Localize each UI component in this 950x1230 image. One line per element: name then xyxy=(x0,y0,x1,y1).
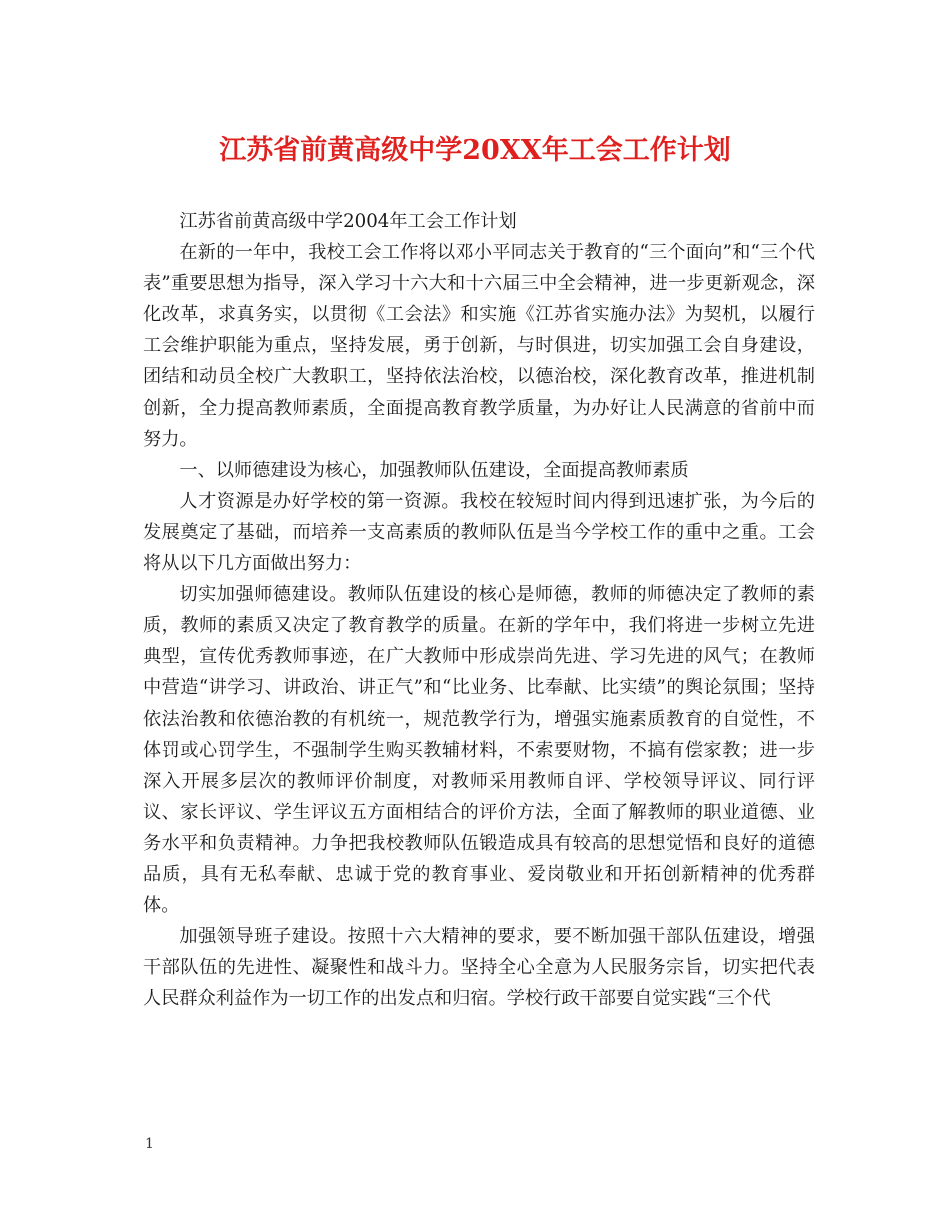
paragraph-leadership: 加强领导班子建设。按照十六大精神的要求，要不断加强干部队伍建设，增强干部队伍的先进性、凝聚性和战斗力。坚持全心全意为人民服务宗旨，切实把代表人民群众利益作为一切工作的出发点和归宿。学校行政干部要自觉实践“三个代 xyxy=(143,926,815,1010)
document-title: 江苏省前黄高级中学20XX年工会工作计划 xyxy=(219,135,731,166)
paragraph-intro: 在新的一年中，我校工会工作将以邓小平同志关于教育的“三个面向”和“三个代表”重要思想为指导，深入学习十六大和十六届三中全会精神，进一步更新观念，深化改革，求真务实，以贯彻《工会法》和实施《江苏省实施办法》为契机，以履行工会维护职能为重点，坚持发展，勇于创新，与时俱进，切实加强工会自身建设，团结和动员全校广大教职工，坚持依法治校，以德治校，深化教育改革，推进机制创新，全力提高教师素质，全面提高教育教学质量，为办好让人民满意的省前中而努力。 xyxy=(143,242,815,450)
document-body xyxy=(143,206,815,1014)
page-number: 1 xyxy=(145,1136,154,1152)
paragraph-ethics: 切实加强师德建设。教师队伍建设的核心是师德，教师的师德决定了教师的素质，教师的素质又决定了教育教学的质量。在新的学年中，我们将进一步树立先进典型，宣传优秀教师事迹，在广大教师中形成崇尚先进、学习先进的风气；在教师中营造“讲学习、讲政治、讲正气”和“比业务、比奉献、比实绩”的舆论氛围；坚持依法治教和依德治教的有机统一，规范教学行为，增强实施素质教育的自觉性，不体罚或心罚学生，不强制学生购买教辅材料，不索要财物，不搞有偿家教；进一步深入开展多层次的教师评价制度，对教师采用教师自评、学校领导评议、同行评议、家长评议、学生评议五方面相结合的评价方法，全面了解教师的职业道德、业务水平和负责精神。力争把我校教师队伍锻造成具有较高的思想觉悟和良好的道德品质，具有无私奉献、忠诚于党的教育事业、爱岗敬业和开拓创新精神的优秀群体。 xyxy=(143,584,815,917)
section-heading-1: 一、以师德建设为核心，加强教师队伍建设，全面提高教师素质 xyxy=(179,459,689,481)
paragraph-subtitle: 江苏省前黄高级中学2004年工会工作计划 xyxy=(179,211,517,232)
paragraph-talent: 人才资源是办好学校的第一资源。我校在较短时间内得到迅速扩张，为今后的发展奠定了基础，而培养一支高素质的教师队伍是当今学校工作的重中之重。工会将从以下几方面做出努力： xyxy=(143,490,815,575)
